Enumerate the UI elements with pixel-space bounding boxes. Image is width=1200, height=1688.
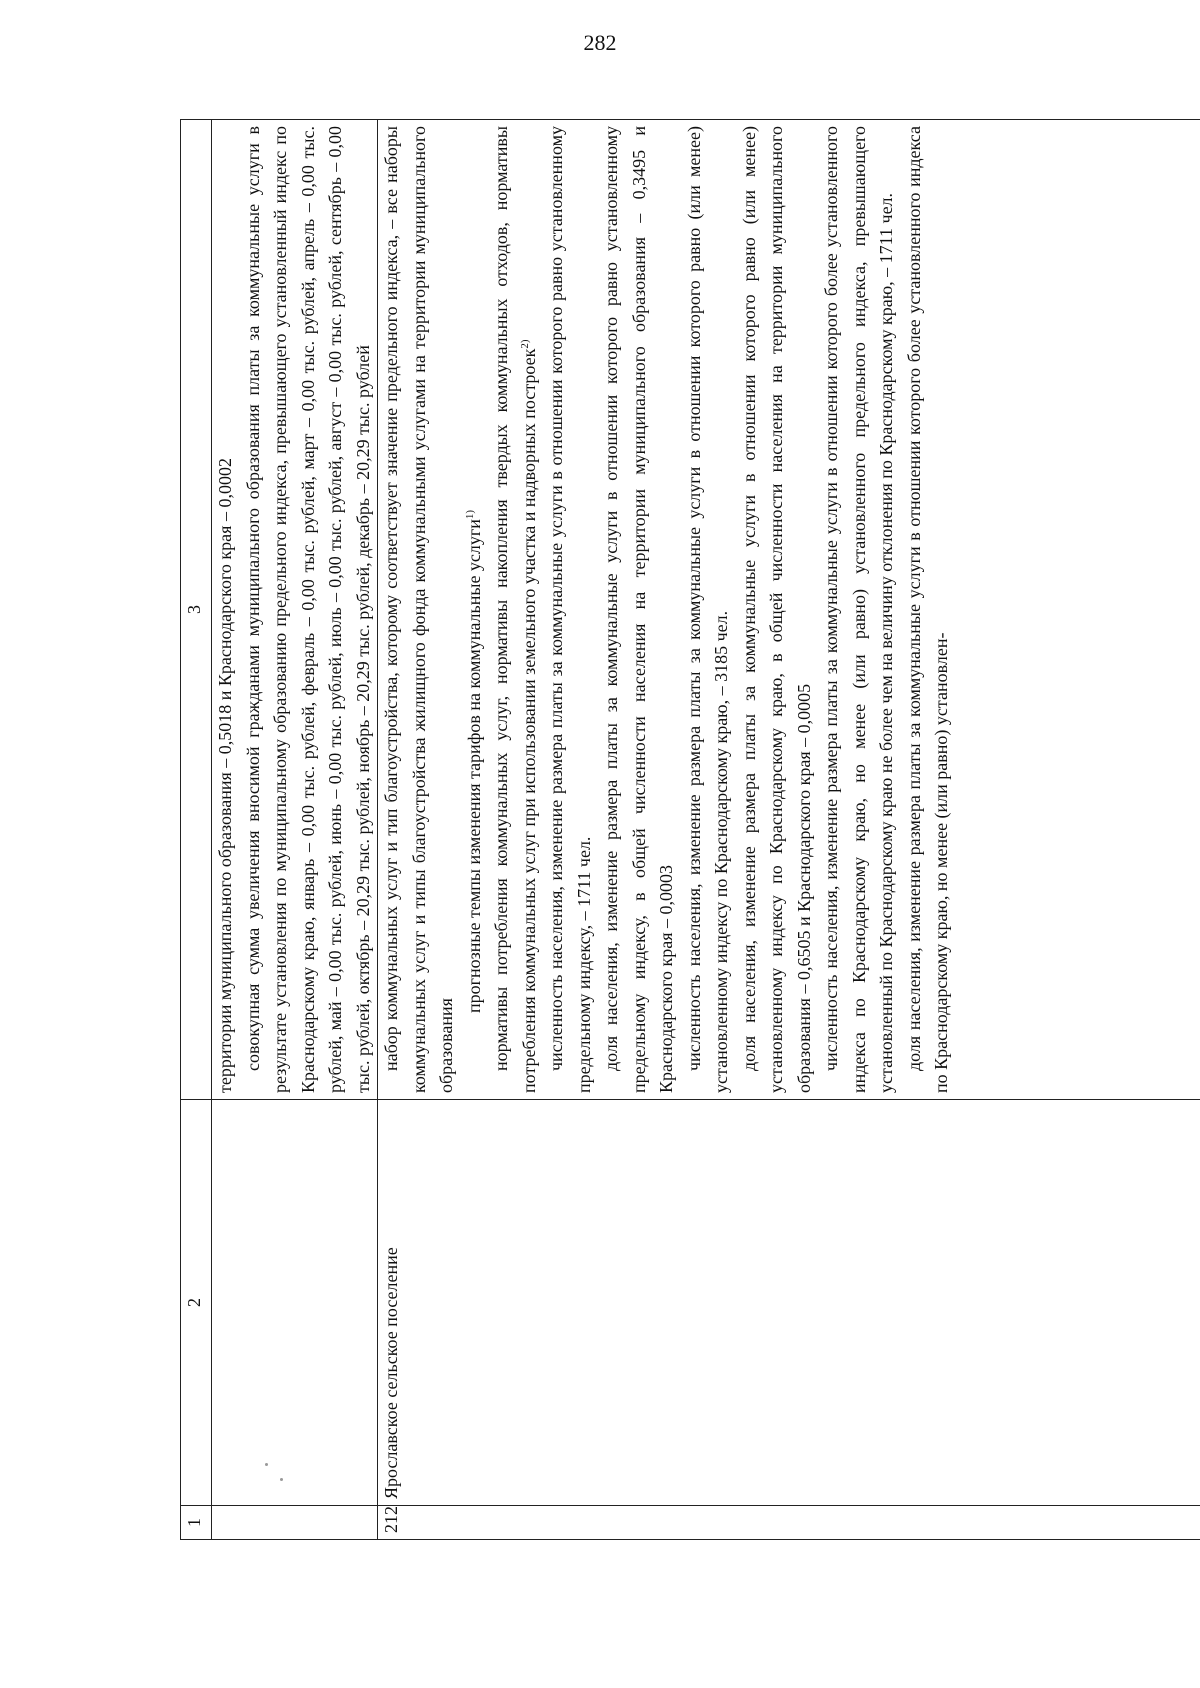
page-number: 282 [583,30,617,55]
detail-paragraph: прогнозные темпы изменения тарифов на коммунальные услуги$^{1)}$ [463,509,484,1013]
row-name-cell [212,1100,378,1506]
row-number-cell: 212 [378,1506,1200,1540]
detail-paragraph: доля населения, изменение размера платы за коммунальные услуги в отношении которого равно установленному предельному индексу, в общей численности населения на территории муниципального образования – 0,3495 и Краснодарского края – 0,0003 [601,126,676,1093]
table-row-212 [378,120,1200,1540]
detail-paragraph: численность населения, изменение размера платы за коммунальные услуги в отношении которого более установленного индекса по Краснодарскому краю, но менее (или равно) установленного предельного индекса, превышающего установленный по Краснодарскому краю не более чем на величину отклонения по Краснодарскому краю, – 1711 чел. [821,126,896,1093]
rotated-table-wrapper [180,120,1080,1540]
row-number-cell [212,1506,378,1540]
header-col-2: 2 [181,1100,212,1506]
detail-paragraph: численность населения, изменение размера платы за коммунальные услуги в отношении которого равно установленному предельному индексу, – 1711 чел. [546,126,594,1093]
detail-paragraph: нормативы потребления коммунальных услуг, нормативы накопления твердых коммунальных отходов, нормативы потребления коммунальных услуг при использовании земельного участка и надворных построек$^{2)}$ [491,126,539,1093]
detail-paragraph: территории муниципального образования – 0,5018 и Краснодарского края – 0,0002 [215,458,235,1093]
table-row-continued [212,120,378,1540]
table-header-row [181,120,212,1540]
row-details-cell [378,120,1200,1100]
document-table [180,119,1200,1540]
row-name-cell: Ярославское сельское поселение [378,1100,1200,1506]
detail-paragraph: доля населения, изменение размера платы за коммунальные услуги в отношении которого равно (или менее) установленному индексу по Краснодарскому краю, в общей численности населения на территории муниципального образования – 0,6505 и Краснодарского края – 0,0005 [738,126,814,1093]
header-col-1: 1 [181,1506,212,1540]
header-col-3: 3 [181,120,212,1100]
detail-paragraph: совокупная сумма увеличения вносимой гражданами муниципального образования платы за коммунальные услуги в результате установления по муниципальному образованию предельного индекса, превышающего установленный индекс по Краснодарскому краю, январь – 0,00 тыс. рублей, февраль – 0,00 тыс. рублей, март – 0,00 тыс. рублей, апрель – 0,00 тыс. рублей, май – 0,00 тыс. рублей, июнь – 0,00 тыс. рублей, июль – 0,00 тыс. рублей, август – 0,00 тыс. рублей, сентябрь – 0,00 тыс. рублей, октябрь – 20,29 тыс. рублей, ноябрь – 20,29 тыс. рублей, декабрь – 20,29 тыс. рублей [242,126,373,1093]
row-details-cell [212,120,378,1100]
detail-paragraph: набор коммунальных услуг и тип благоустройства, которому соответствует значение предельного индекса, – все наборы коммунальных услуг и типы благоустройства жилищного фонда коммунальными услугами на территории муниципального образования [381,126,456,1093]
detail-paragraph: численность населения, изменение размера платы за коммунальные услуги в отношении которого равно (или менее) установленному индексу по Краснодарскому краю, – 3185 чел. [683,126,731,1093]
footnote-marker: 2) [518,339,531,349]
footnote-marker: 1) [463,509,476,520]
detail-paragraph: доля населения, изменение размера платы за коммунальные услуги в отношении которого более установленного индекса по Краснодарскому краю, но менее (или равно) установлен- [903,126,951,1093]
